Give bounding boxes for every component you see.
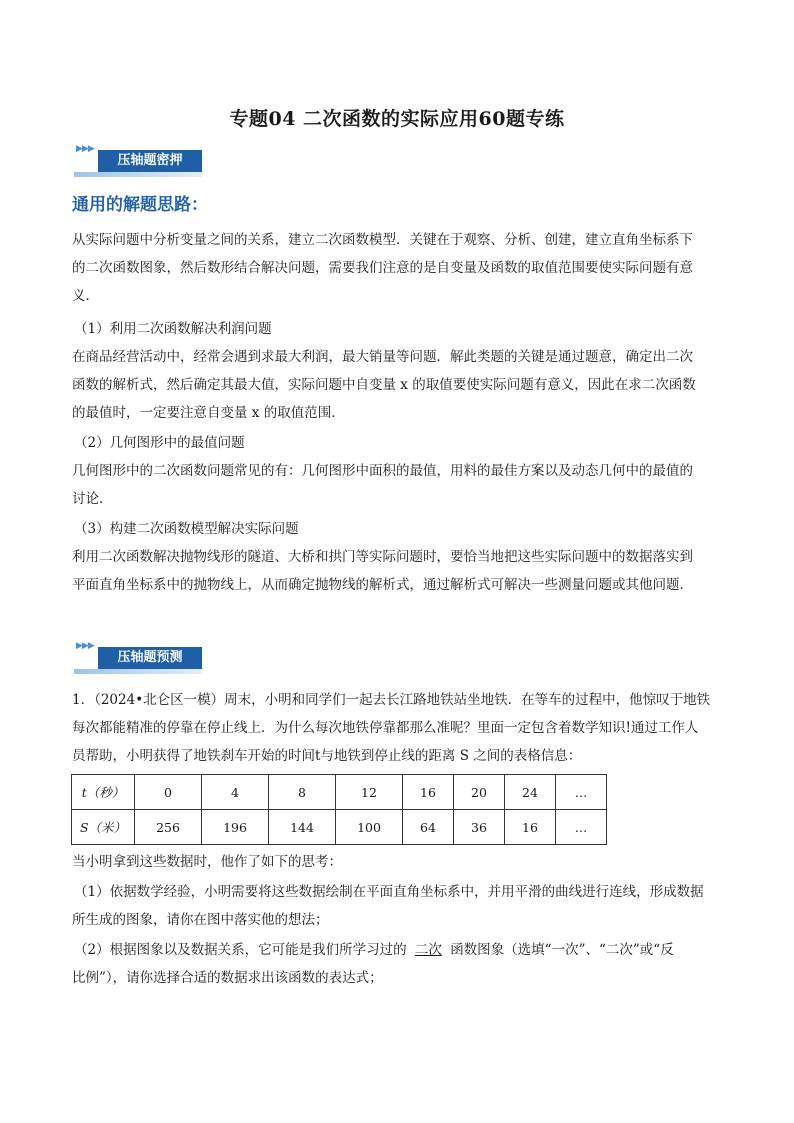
banner-label: 压轴题密押: [98, 150, 202, 172]
banner-predictions: [72, 641, 232, 675]
table-row-label: S（米）: [72, 810, 135, 845]
banner-underline: [74, 172, 202, 177]
answer-fill-blank: 二次: [414, 942, 442, 958]
topic2-heading: （2）几何图形中的最值问题: [74, 435, 245, 451]
page-title: 专题04 二次函数的实际应用60题专练: [229, 108, 565, 130]
topic3-line: 利用二次函数解决抛物线形的隧道、大桥和拱门等实际问题时，要恰当地把这些实际问题中的数据落实到: [72, 549, 693, 565]
topic1-line: 的最值时，一定要注意自变量 x 的取值范围．: [72, 405, 345, 421]
problem1-line: 1．（2024•北仑区一模）周末，小明和同学们一起去长江路地铁站坐地铁．在等车的过程中，他惊叹于地铁: [72, 692, 711, 708]
problem1-statement: [72, 686, 724, 770]
question1-line: 所生成的图象，请你在图中落实他的想法；: [72, 912, 329, 928]
topic3-line: 平面直角坐标系中的抛物线上，从而确定抛物线的解析式，通过解析式可解决一些测量问题或其他问题．: [72, 577, 693, 593]
question2-line: [72, 936, 724, 964]
table-cell: 0: [135, 775, 202, 810]
table-cell: 16: [505, 810, 556, 845]
question2-text: 函数图象（选填“一次”、“二次”或“反: [450, 942, 674, 958]
table-cell: 36: [454, 810, 505, 845]
arrows-icon: ▶▶▶: [76, 144, 94, 154]
banner-underline: [74, 669, 202, 674]
table-cell: 20: [454, 775, 505, 810]
topic1-line: 函数的解析式，然后确定其最大值，实际问题中自变量 x 的取值要使实际问题有意义，因此在求二次函数: [72, 377, 696, 393]
question1-line: （1）依据数学经验，小明需要将这些数据绘制在平面直角坐标系中，并用平滑的曲线进行连线，形成数据: [74, 884, 704, 900]
intro-paragraph: [72, 226, 724, 599]
table-row-label: t（秒）: [72, 775, 135, 810]
section-heading: 通用的解题思路：: [72, 195, 208, 215]
problem1-line: 员帮助，小明获得了地铁刹车开始的时间t与地铁到停止线的距离 S 之间的表格信息：: [72, 748, 582, 764]
question2-line: 比例”），请你选择合适的数据求出该函数的表达式；: [72, 970, 383, 986]
question2-text: （2）根据图象以及数据关系，它可能是我们所学习过的: [74, 942, 407, 958]
intro-line: 义．: [72, 288, 99, 304]
topic2-line: 几何图形中的二次函数问题常见的有：几何图形中面积的最值，用料的最佳方案以及动态几何中的最值的: [72, 463, 693, 479]
table-cell: 8: [269, 775, 336, 810]
arrows-icon: ▶▶▶: [76, 641, 94, 651]
table-cell: 64: [403, 810, 454, 845]
topic2-line: 讨论．: [72, 491, 113, 507]
problem1-line: 每次都能精准的停靠在停止线上．为什么每次地铁停靠都那么准呢？里面一定包含着数学知识!通过工作人: [72, 720, 699, 736]
data-table: [71, 774, 607, 845]
intro-line: 从实际问题中分析变量之间的关系，建立二次函数模型．关键在于观察、分析、创建，建立直角坐标系下: [72, 232, 693, 248]
table-cell: 16: [403, 775, 454, 810]
banner-key-questions: [72, 144, 232, 178]
table-cell: 196: [202, 810, 269, 845]
table-cell: 4: [202, 775, 269, 810]
table-cell: 12: [336, 775, 403, 810]
after-table-text: 当小明拿到这些数据时，他作了如下的思考：: [72, 854, 342, 870]
intro-line: 的二次函数图象，然后数形结合解决问题，需要我们注意的是自变量及函数的取值范围要使实际问题有意: [72, 260, 693, 276]
topic1-heading: （1）利用二次函数解决利润问题: [74, 321, 272, 337]
table-cell: …: [556, 775, 607, 810]
table-row-t: [72, 775, 607, 810]
topic1-line: 在商品经营活动中，经常会遇到求最大利润，最大销量等问题．解此类题的关键是通过题意，确定出二次: [72, 349, 693, 365]
table-row-s: [72, 810, 607, 845]
banner-label: 压轴题预测: [98, 647, 202, 669]
topic3-heading: （3）构建二次函数模型解决实际问题: [74, 521, 299, 537]
table-cell: 100: [336, 810, 403, 845]
table-cell: 24: [505, 775, 556, 810]
table-cell: …: [556, 810, 607, 845]
table-cell: 256: [135, 810, 202, 845]
problem1-questions: [72, 848, 724, 992]
table-cell: 144: [269, 810, 336, 845]
